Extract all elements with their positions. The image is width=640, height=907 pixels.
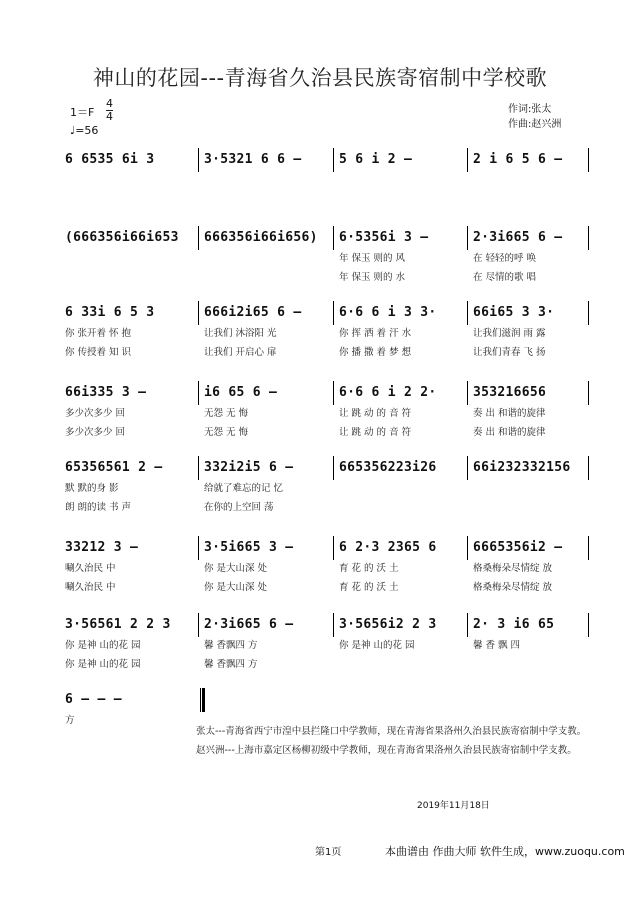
measure-notes: 6·6 6 i 3 3· bbox=[339, 305, 437, 320]
lyric-verse-1: 你 是神 山的花 园 bbox=[339, 640, 415, 651]
lyric-verse-1: 多少次多少 回 bbox=[65, 408, 126, 419]
lyric-verse-2: 在 尽情的歌 唱 bbox=[473, 272, 537, 283]
lyric-verse-2: 你 传授着 知 识 bbox=[65, 347, 132, 358]
measure-notes: 5 6 i 2 – bbox=[339, 152, 413, 167]
measure-notes: 6·5356i 3 – bbox=[339, 230, 429, 245]
lyric-verse-1: 你 是神 山的花 园 bbox=[65, 640, 141, 651]
final-barline bbox=[200, 688, 205, 712]
barline bbox=[333, 536, 334, 560]
measure-notes: 2·3i665 6 – bbox=[204, 617, 294, 632]
measure-notes: (666356i66i653 bbox=[65, 230, 179, 245]
lyric-verse-1: 让我们滋润 雨 露 bbox=[473, 328, 546, 339]
lyric-verse-1: 无怨 无 悔 bbox=[204, 408, 249, 419]
lyric-verse-1: 育 花 的 沃 土 bbox=[339, 563, 399, 574]
barline bbox=[467, 381, 468, 405]
barline bbox=[198, 381, 199, 405]
meter-bottom: 4 bbox=[106, 110, 113, 123]
lyric-verse-1: 唰久治民 中 bbox=[65, 563, 116, 574]
lyric-verse-1: 给就了难忘的记 忆 bbox=[204, 483, 284, 494]
measure-notes: 3·5321 6 6 – bbox=[204, 152, 302, 167]
time-signature bbox=[106, 98, 113, 123]
measure-notes: 66i65 3 3· bbox=[473, 305, 555, 320]
author-note-composer: 赵兴洲---上海市嘉定区杨柳初级中学教师，现在青海省果洛州久治县民族寄宿制中学支教。 bbox=[196, 745, 577, 756]
lyric-verse-1: 默 默的身 影 bbox=[65, 483, 119, 494]
measure-notes: 65356561 2 – bbox=[65, 460, 163, 475]
lyric-verse-2: 朗 朗的读 书 声 bbox=[65, 502, 132, 513]
measure-notes: 33212 3 – bbox=[65, 540, 139, 555]
measure-notes: 6 6535 6i 3 bbox=[65, 152, 155, 167]
barline bbox=[467, 456, 468, 480]
measure-notes: 6665356i2 – bbox=[473, 540, 563, 555]
barline bbox=[333, 381, 334, 405]
barline bbox=[588, 148, 589, 172]
measure-notes: 2·3i665 6 – bbox=[473, 230, 563, 245]
lyric-verse-1: 你 是大山深 处 bbox=[204, 563, 268, 574]
measure-notes: 6·6 6 i 2 2· bbox=[339, 385, 437, 400]
author-note-lyricist: 张太---青海省西宁市湟中县拦隆口中学教师，现在青海省果洛州久治县民族寄宿制中学支教。 bbox=[196, 726, 587, 737]
barline bbox=[467, 301, 468, 325]
lyric-verse-2: 无怨 无 悔 bbox=[204, 427, 249, 438]
barline bbox=[198, 226, 199, 250]
meter-top: 4 bbox=[106, 97, 113, 110]
barline bbox=[198, 536, 199, 560]
lyric-verse-1: 在 轻轻的呼 唤 bbox=[473, 253, 537, 264]
composer-credit: 作曲:赵兴洲 bbox=[508, 119, 562, 130]
measure-notes: 2 i 6 5 6 – bbox=[473, 152, 563, 167]
lyric-verse-2: 让我们 开启心 扉 bbox=[204, 347, 277, 358]
barline bbox=[198, 456, 199, 480]
barline bbox=[588, 536, 589, 560]
score-date: 2019年11月18日 bbox=[417, 801, 490, 811]
measure-notes: 353216656 bbox=[473, 385, 547, 400]
lyric-verse-2: 年 保玉 则的 水 bbox=[339, 272, 406, 283]
lyric-verse-2: 馨 香飘四 方 bbox=[204, 659, 258, 670]
barline bbox=[333, 613, 334, 637]
measure-notes: 6 2·3 2365 6 bbox=[339, 540, 437, 555]
measure-notes: 666i2i65 6 – bbox=[204, 305, 302, 320]
barline bbox=[333, 226, 334, 250]
measure-notes: 6 33i 6 5 3 bbox=[65, 305, 155, 320]
lyric-verse-1: 奏 出 和谐的旋律 bbox=[473, 408, 546, 419]
lyric-verse-1: 年 保玉 则的 风 bbox=[339, 253, 406, 264]
lyric-verse-2: 你 是神 山的花 园 bbox=[65, 659, 141, 670]
lyric-verse-1: 格桑梅朵尽情绽 放 bbox=[473, 563, 553, 574]
barline bbox=[333, 456, 334, 480]
lyric-verse-2: 多少次多少 回 bbox=[65, 427, 126, 438]
barline bbox=[467, 226, 468, 250]
barline bbox=[198, 301, 199, 325]
measure-notes: 3·56561 2 2 3 bbox=[65, 617, 171, 632]
lyric-verse-2: 在你的上空回 荡 bbox=[204, 502, 274, 513]
barline bbox=[588, 613, 589, 637]
barline bbox=[588, 381, 589, 405]
barline bbox=[467, 613, 468, 637]
barline bbox=[198, 613, 199, 637]
lyric-verse-1: 馨 香飘四 方 bbox=[204, 640, 258, 651]
barline bbox=[588, 456, 589, 480]
barline bbox=[333, 301, 334, 325]
lyric-verse-1: 让 跳 动 的 音 符 bbox=[339, 408, 412, 419]
measure-notes: 6 – – – bbox=[65, 692, 122, 707]
lyric-verse-2: 你 是大山深 处 bbox=[204, 582, 268, 593]
measure-notes: 2· 3 i6 65 bbox=[473, 617, 555, 632]
page-number: 第1页 bbox=[315, 847, 342, 858]
measure-notes: 66i232332156 bbox=[473, 460, 571, 475]
measure-notes: 666356i66i656) bbox=[204, 230, 318, 245]
barline bbox=[467, 148, 468, 172]
score-title: 神山的花园---青海省久治县民族寄宿制中学校歌 bbox=[92, 66, 548, 90]
lyric-verse-2: 让我们青春 飞 扬 bbox=[473, 347, 546, 358]
lyric-verse-1: 让我们 沐浴阳 光 bbox=[204, 328, 277, 339]
lyric-verse-1: 方 bbox=[65, 715, 75, 726]
measure-notes: 66i335 3 – bbox=[65, 385, 147, 400]
lyric-verse-1: 馨 香 飘 四 bbox=[473, 640, 521, 651]
measure-notes: i6 65 6 – bbox=[204, 385, 278, 400]
barline bbox=[588, 301, 589, 325]
generator-credit: 本曲谱由 作曲大师 软件生成，www.zuoqu.com bbox=[385, 845, 625, 858]
lyric-verse-2: 你 播 撒 着 梦 想 bbox=[339, 347, 412, 358]
lyricist-credit: 作词:张太 bbox=[508, 104, 552, 115]
barline bbox=[198, 148, 199, 172]
key-signature: 1＝F bbox=[70, 106, 95, 119]
measure-notes: 665356223i26 bbox=[339, 460, 437, 475]
lyric-verse-2: 让 跳 动 的 音 符 bbox=[339, 427, 412, 438]
measure-notes: 332i2i5 6 – bbox=[204, 460, 294, 475]
lyric-verse-2: 育 花 的 沃 土 bbox=[339, 582, 399, 593]
lyric-verse-1: 你 张开着 怀 抱 bbox=[65, 328, 132, 339]
barline bbox=[588, 226, 589, 250]
barline bbox=[333, 148, 334, 172]
lyric-verse-2: 奏 出 和谐的旋律 bbox=[473, 427, 546, 438]
lyric-verse-2: 格桑梅朵尽情绽 放 bbox=[473, 582, 553, 593]
lyric-verse-1: 你 挥 洒 着 汗 水 bbox=[339, 328, 412, 339]
measure-notes: 3·5i665 3 – bbox=[204, 540, 294, 555]
tempo-mark: ♩=56 bbox=[70, 124, 99, 137]
measure-notes: 3·5656i2 2 3 bbox=[339, 617, 437, 632]
barline bbox=[467, 536, 468, 560]
lyric-verse-2: 唰久治民 中 bbox=[65, 582, 116, 593]
